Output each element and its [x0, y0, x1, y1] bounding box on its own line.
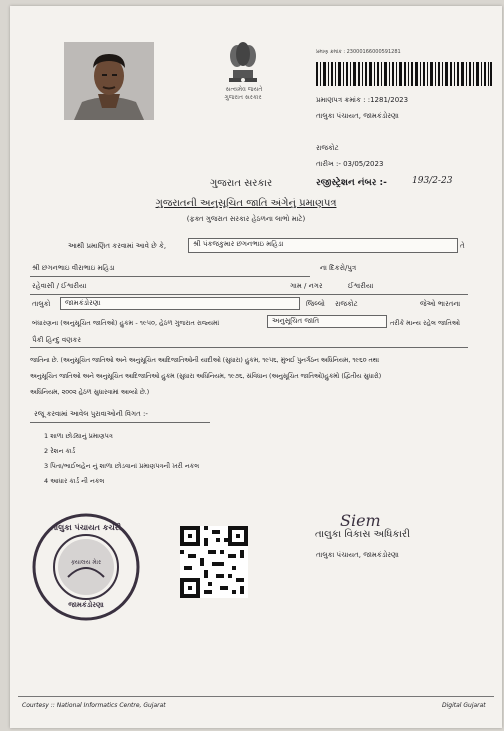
- footer-digital: Digital Gujarat: [442, 702, 486, 709]
- list-item: 4 આધાર કાર્ડ ની નકલ: [44, 477, 105, 485]
- signatory-title: તાલુકા વિકાસ અધિકારી: [315, 529, 410, 540]
- seal-ring-text: તાલુકા પંચાયત કચેરી: [50, 523, 122, 532]
- seal-center-text: ક્ર્યાલય મેાર: [70, 559, 102, 566]
- emblem-motto: સત્યમેવ જયતે: [225, 86, 263, 93]
- issuing-city: રાજકોટ: [316, 144, 339, 152]
- certificate-subtitle: (ફક્ત ગુજરાત સરકાર હેઠળના લાભો માટે): [186, 215, 306, 223]
- footer-courtesy: Courtesy :: National Informatics Centre, Gujarat: [22, 702, 166, 709]
- certificate-number: પ્રમાણપત્ર ક્રમાંક : :1281/2023: [316, 96, 409, 104]
- barcode-label: પ્રમાણ ક્રમાંક : 23000166000591281: [316, 49, 401, 55]
- issuing-office: તાલુકા પંચાયત, જામકંડોરણા: [316, 112, 399, 120]
- holder-suffix: તે: [460, 242, 465, 250]
- taluka-value: જામકંડોરણા: [65, 299, 101, 307]
- paragraph-line-3: અધિનિયમ, ૨૦૦૨ હેઠળ સુધારવામાં આવ્યો છે.): [30, 389, 150, 396]
- order-suffix: તરીકે માન્ય રહેલ જાતિઓ: [390, 319, 461, 327]
- documents-heading: રજૂ કરવામાં આવેલ પુરાવાઓની વિગત :-: [34, 410, 148, 418]
- certify-prefix: આથી પ્રમાણિત કરવામાં આવે છે કે,: [68, 242, 167, 250]
- sub-caste: પૈકી હિન્દુ વણકર: [32, 336, 81, 344]
- residence-label: રહેવાસી / ઈશ્વરીયા: [32, 282, 87, 290]
- relation-text: ના દિકરો/પુત્ર: [320, 264, 357, 272]
- signatory-office: તાલુકા પંચાયત, જામકંડોરણા: [316, 551, 399, 559]
- caste-field: [267, 315, 387, 328]
- signature: Siem: [340, 511, 381, 530]
- holder-name: શ્રી પંકજકુમાર છગનભાઇ મહિડા: [193, 240, 284, 248]
- list-item: 1 શાળા છોડ્યાનું પ્રમાણપત્ર: [44, 432, 113, 440]
- holder-photo: [64, 42, 154, 120]
- taluka-label: તાલુકો: [32, 300, 51, 308]
- state-text: જેઓ ભારતના: [420, 300, 461, 308]
- village-value: ઈશ્વરીયા: [348, 282, 374, 290]
- village-label: ગામ / નગર: [290, 282, 323, 290]
- paragraph-line-1: જાતિના છે. (અનુસૂચિત જાતિઓ અને અનુસૂચિત આદિજાતિઓની યાદીઓ (સુધારા) હુકમ, ૧૯૫૬, મુંબઈ પુનર્ગઠન અધિનિયમ, ૧૯૬૦ તથા: [30, 357, 380, 364]
- certificate-title: ગુજરાતની અનુસૂચિત જાતિ અંગેનું પ્રમાણપત્ર: [155, 198, 337, 209]
- caste-category: અનુસૂચિત જાતિ: [272, 317, 320, 325]
- order-text: બંધારણના (અનુસૂચિત જાતિઓ) હુકમ - ૧૯૫૦, હેઠળ ગુજરાત રાજ્યમાં: [32, 319, 220, 327]
- emblem-gov-name: ગુજરાત સરકાર: [224, 94, 262, 101]
- gov-name: ગુજરાત સરકાર: [210, 178, 273, 189]
- district-label: જિલ્લો: [306, 300, 325, 308]
- district-value: રાજકોટ: [335, 300, 358, 308]
- registration-label: રજીસ્ટ્રેશન નંબર :-: [316, 178, 387, 188]
- barcode: [316, 62, 492, 86]
- father-name: શ્રી છગનભાઇ વીરાભાઇ મહિડા: [32, 264, 115, 272]
- registration-number: 193/2-23: [412, 176, 453, 186]
- certificate-page: [10, 6, 502, 728]
- issue-date: તારીખ :- 03/05/2023: [316, 160, 384, 168]
- qr-code: [180, 526, 248, 598]
- documents-list: [44, 432, 199, 492]
- paragraph-line-2: અનુસૂચિત જાતિઓ અને અનુસૂચિત આદિજાતિઓ હુકમ (સુધારા અધિનિયમ, ૧૯૭૬, સંવિધાન (અનુસૂચિત જાતિઓ)હુકમો (દ્વિતીય સુધારો): [30, 373, 382, 380]
- list-item: 2 રેશન કાર્ડ: [44, 447, 76, 455]
- taluka-field: [60, 297, 300, 310]
- list-item: 3 પિતા/ભાઈબહેન નું શાળા છોડવાનાં પ્રમાણપત્રની ખરી નકલ: [44, 462, 200, 470]
- holder-name-field: [188, 238, 458, 253]
- seal-bottom-text: જામકંડોરણા: [68, 601, 104, 609]
- office-seal: [30, 511, 142, 623]
